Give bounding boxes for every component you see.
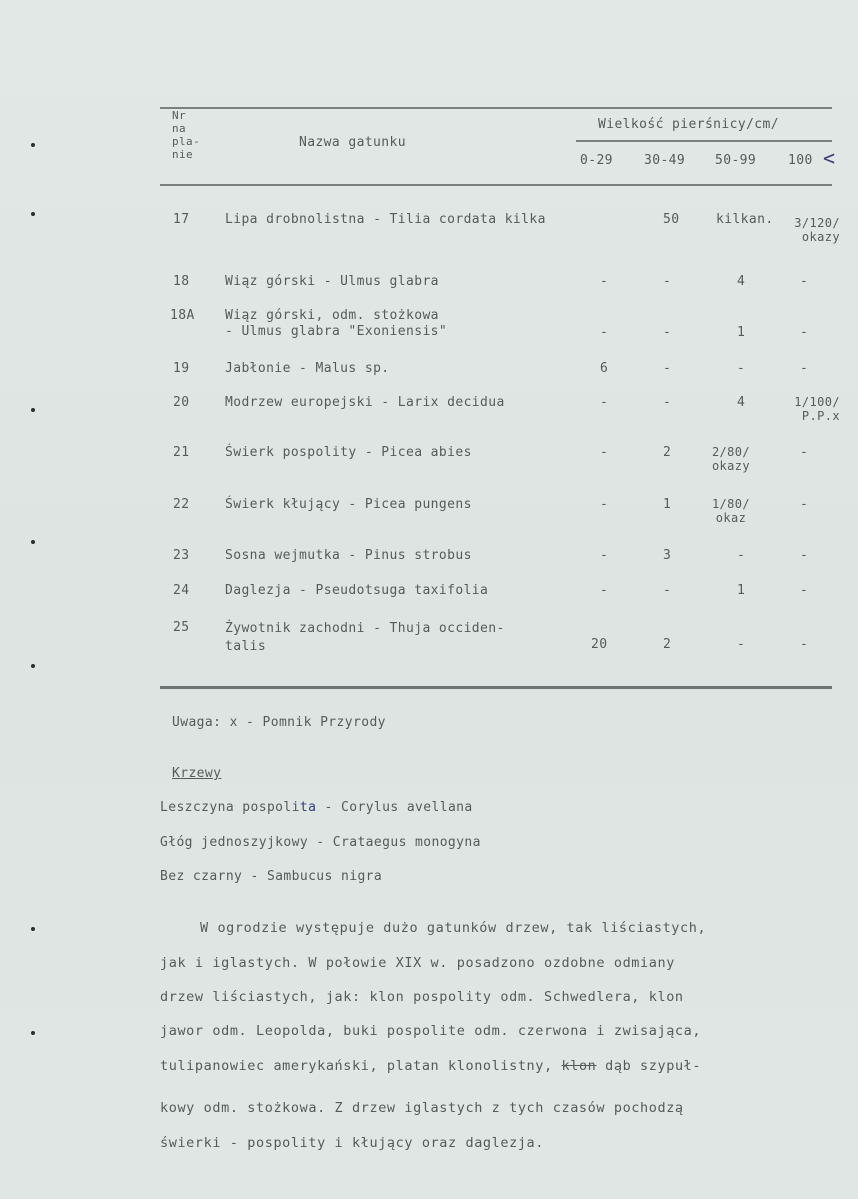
paragraph-line: kowy odm. stożkowa. Z drzew iglastych z tych czasów pochodzą	[160, 1100, 684, 1116]
row-range-0-29: -	[600, 395, 609, 410]
row-range-0-29: -	[600, 548, 609, 563]
row-species-name: Wiąz górski, odm. stożkowa - Ulmus glabra "Exoniensis"	[225, 308, 448, 339]
footnote: Uwaga: x - Pomnik Przyrody	[172, 715, 386, 730]
size-column-header: Wielkość pierśnicy/cm/	[598, 117, 779, 132]
paragraph-line: W ogrodzie występuje dużo gatunków drzew, tak liściastych,	[200, 920, 707, 936]
row-range-30-49: -	[663, 325, 672, 340]
name-column-header: Nazwa gatunku	[299, 135, 406, 150]
shrub-item: Głóg jednoszyjkowy - Crataegus monogyna	[160, 835, 481, 850]
row-species-name: Jabłonie - Malus sp.	[225, 361, 390, 376]
row-range-0-29: -	[600, 274, 609, 289]
row-species-name: Lipa drobnolistna - Tilia cordata kilka	[225, 212, 546, 227]
shrub-item: Leszczyna pospolita - Corylus avellana	[160, 800, 473, 815]
paragraph-line: drzew liściastych, jak: klon pospolity odm. Schwedlera, klon	[160, 989, 684, 1005]
row-range-30-49: 1	[663, 497, 672, 512]
row-range-30-49: -	[663, 395, 672, 410]
row-nr: 19	[173, 361, 190, 376]
row-nr: 18A	[170, 308, 195, 323]
header-top-rule	[160, 107, 832, 109]
punch-hole	[31, 1031, 35, 1035]
punch-hole	[31, 664, 35, 668]
row-range-0-29: -	[600, 445, 609, 460]
row-range-100: -	[800, 637, 809, 652]
row-range-30-49: 3	[663, 548, 672, 563]
row-nr: 24	[173, 583, 190, 598]
row-species-name: Daglezja - Pseudotsuga taxifolia	[225, 583, 489, 598]
row-range-100: 1/100/ P.P.x	[794, 395, 840, 423]
row-range-30-49: -	[663, 361, 672, 376]
row-range-50-99: 1	[737, 583, 746, 598]
range-header-2: 50-99	[715, 153, 757, 168]
row-range-30-49: 2	[663, 637, 672, 652]
header-bottom-rule	[160, 184, 832, 186]
nr-column-header: Nr na pla- nie	[172, 109, 201, 161]
paragraph-line: świerki - pospolity i kłujący oraz daglezja.	[160, 1135, 545, 1151]
row-species-name: Żywotnik zachodni - Thuja occiden- talis	[225, 621, 505, 654]
row-range-50-99: 4	[737, 395, 746, 410]
row-nr: 17	[173, 212, 190, 227]
row-range-100: -	[800, 548, 809, 563]
row-nr: 21	[173, 445, 190, 460]
table-bottom-rule	[160, 686, 832, 689]
row-nr: 23	[173, 548, 190, 563]
row-range-0-29: -	[600, 497, 609, 512]
row-species-name: Modrzew europejski - Larix decidua	[225, 395, 505, 410]
row-range-100: -	[800, 274, 809, 289]
row-nr: 20	[173, 395, 190, 410]
row-species-name: Świerk pospolity - Picea abies	[225, 445, 472, 460]
row-range-100: -	[800, 361, 809, 376]
row-range-100: -	[800, 497, 809, 512]
row-range-30-49: 50	[663, 212, 680, 227]
row-range-30-49: -	[663, 583, 672, 598]
row-range-50-99: -	[737, 548, 746, 563]
paragraph-line: jawor odm. Leopolda, buki pospolite odm. czerwona i zwisająca,	[160, 1023, 702, 1039]
row-range-100: -	[800, 583, 809, 598]
row-range-100: -	[800, 325, 809, 340]
row-species-name: Świerk kłujący - Picea pungens	[225, 497, 472, 512]
row-range-100: 3/120/ okazy	[794, 216, 840, 244]
row-range-50-99: 1	[737, 325, 746, 340]
row-nr: 25	[173, 620, 190, 635]
row-range-50-99: -	[737, 361, 746, 376]
row-range-0-29: 20	[591, 637, 608, 652]
punch-hole	[31, 408, 35, 412]
row-species-name: Sosna wejmutka - Pinus strobus	[225, 548, 472, 563]
punch-hole	[31, 212, 35, 216]
handwritten-mark: <	[823, 146, 836, 170]
row-range-100: -	[800, 445, 809, 460]
punch-hole	[31, 540, 35, 544]
row-range-50-99: 4	[737, 274, 746, 289]
row-range-30-49: -	[663, 274, 672, 289]
row-range-50-99: 1/80/ okaz	[711, 497, 751, 525]
size-subheader-rule	[576, 140, 832, 142]
shrub-item: Bez czarny - Sambucus nigra	[160, 869, 383, 884]
row-nr: 22	[173, 497, 190, 512]
row-range-30-49: 2	[663, 445, 672, 460]
range-header-3: 100	[788, 153, 813, 168]
row-range-0-29: 6	[600, 361, 609, 376]
range-header-0: 0-29	[580, 153, 613, 168]
row-range-0-29: -	[600, 325, 609, 340]
range-header-1: 30-49	[644, 153, 686, 168]
row-range-50-99: -	[737, 637, 746, 652]
punch-hole	[31, 143, 35, 147]
shrubs-heading: Krzewy	[172, 766, 222, 781]
row-range-50-99: 2/80/ okazy	[711, 445, 751, 473]
row-range-0-29: -	[600, 583, 609, 598]
row-species-name: Wiąz górski - Ulmus glabra	[225, 274, 439, 289]
paragraph-line: tulipanowiec amerykański, platan klonolistny, klon dąb szypuł-	[160, 1058, 702, 1074]
row-range-50-99: kilkan.	[716, 212, 774, 227]
paragraph-line: jak i iglastych. W połowie XIX w. posadzono ozdobne odmiany	[160, 955, 675, 971]
row-nr: 18	[173, 274, 190, 289]
punch-hole	[31, 927, 35, 931]
